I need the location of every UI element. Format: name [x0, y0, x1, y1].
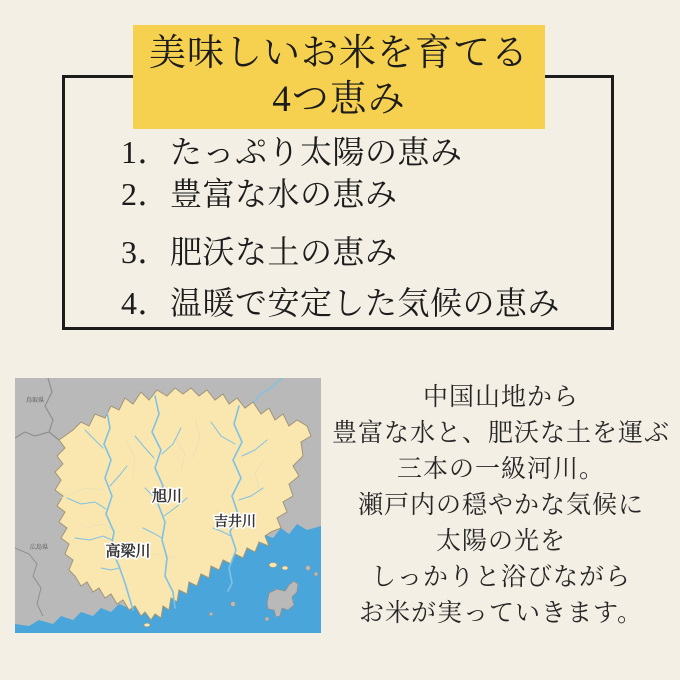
title-banner: [133, 25, 545, 129]
okayama-map-svg: [15, 378, 321, 633]
okayama-river-map: [15, 378, 321, 633]
description-line-5: 太陽の光を: [435, 528, 566, 555]
label-yoshii-river: 吉井川: [214, 513, 256, 529]
description-line-4: 瀬戸内の穏やかな気候に: [357, 492, 644, 519]
description-line-6: しっかりと浴びながら: [370, 564, 631, 591]
label-hiroshima-prefecture: 広島県: [29, 545, 49, 551]
blessing-item-2: 2．豊富な水の恵み: [121, 176, 398, 212]
description-line-1: 中国山地から: [422, 384, 579, 411]
description-line-2: 豊富な水と、肥沃な土を運ぶ: [331, 420, 670, 447]
description-block: [322, 380, 680, 632]
blessing-item-3: 3．肥沃な土の恵み: [121, 234, 398, 270]
label-asahi-river: 旭川: [151, 488, 183, 505]
description-line-3: 三本の一級河川。: [396, 456, 605, 483]
blessing-item-1: 1．たっぷり太陽の恵み: [121, 134, 463, 170]
blessing-item-4: 4．温暖で安定した気候の恵み: [121, 285, 561, 321]
label-tottori-prefecture: 鳥取県: [25, 398, 45, 404]
title-line-2: 4つ恵み: [272, 79, 406, 120]
title-line-1: 美味しいお米を育てる: [149, 33, 529, 74]
label-takahashi-river: 高梁川: [105, 543, 151, 560]
description-line-7: お米が実っていきます。: [358, 600, 643, 627]
